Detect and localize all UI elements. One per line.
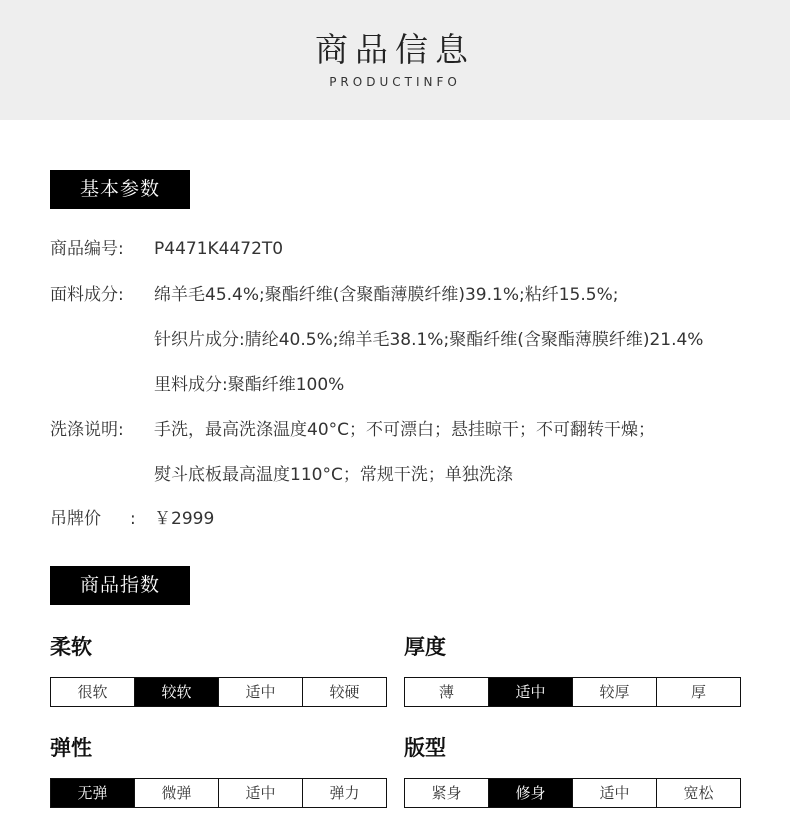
- fit-option[interactable]: 紧身: [405, 779, 489, 807]
- page-header: [0, 0, 790, 120]
- fit-option[interactable]: 修身: [489, 779, 573, 807]
- material-row: [50, 282, 619, 308]
- price-separator: :: [130, 509, 136, 529]
- elasticity-option[interactable]: 无弹: [51, 779, 135, 807]
- wash-label: 洗涤说明:: [50, 420, 124, 440]
- index-title-fit: 版型: [404, 736, 446, 760]
- thickness-option[interactable]: 较厚: [573, 678, 657, 706]
- fit-option[interactable]: 宽松: [683, 784, 714, 802]
- elasticity-option[interactable]: 弹力: [329, 784, 360, 802]
- product-code-value: P4471K4472T0: [154, 239, 284, 259]
- index-title-softness: 柔软: [50, 635, 92, 659]
- price-label: 吊牌价: [50, 509, 101, 529]
- elasticity-option[interactable]: 微弹: [135, 779, 219, 807]
- wash-line: 手洗，最高洗涤温度40°C；不可漂白；悬挂晾干；不可翻转干燥；: [154, 420, 656, 440]
- thickness-option[interactable]: 适中: [489, 678, 573, 706]
- material-line: 绵羊毛45.4%;聚酯纤维(含聚酯薄膜纤维)39.1%;粘纤15.5%;: [154, 285, 619, 305]
- wash-line: 熨斗底板最高温度110°C；常规干洗；单独洗涤: [154, 465, 513, 485]
- fit-scale: [404, 778, 741, 808]
- softness-option[interactable]: 很软: [51, 678, 135, 706]
- index-title-thickness: 厚度: [404, 635, 446, 659]
- softness-option[interactable]: 适中: [219, 678, 303, 706]
- fit-option[interactable]: 适中: [573, 779, 657, 807]
- price-value: ￥2999: [154, 509, 215, 529]
- thickness-option[interactable]: 厚: [690, 683, 706, 701]
- material-line: 针织片成分:腈纶40.5%;绵羊毛38.1%;聚酯纤维(含聚酯薄膜纤维)21.4%: [154, 330, 704, 350]
- softness-scale: [50, 677, 387, 707]
- material-label: 面料成分:: [50, 285, 124, 305]
- thickness-scale: [404, 677, 741, 707]
- thickness-option[interactable]: 薄: [405, 678, 489, 706]
- softness-option[interactable]: 较软: [135, 678, 219, 706]
- index-title-elasticity: 弹性: [50, 736, 92, 760]
- page-subtitle: PRODUCTINFO: [329, 75, 461, 89]
- price-row: [50, 506, 215, 532]
- elasticity-option[interactable]: 适中: [219, 779, 303, 807]
- section-tag-basic: 基本参数: [50, 170, 190, 209]
- product-code-row: [50, 236, 284, 262]
- section-tag-index: 商品指数: [50, 566, 190, 605]
- product-code-label: 商品编号:: [50, 239, 124, 259]
- wash-row: [50, 417, 656, 443]
- page-title: 商品信息: [315, 30, 475, 69]
- softness-option[interactable]: 较硬: [329, 683, 360, 701]
- material-line: 里料成分:聚酯纤维100%: [154, 375, 345, 395]
- elasticity-scale: [50, 778, 387, 808]
